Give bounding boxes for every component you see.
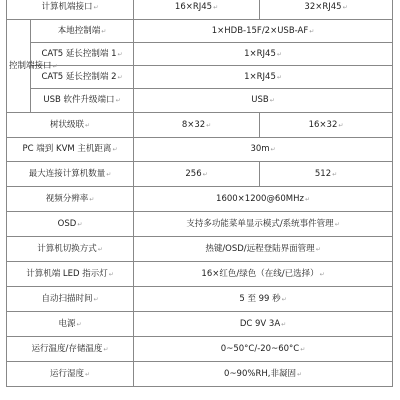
label-text: 运行湿度 <box>49 368 84 379</box>
return-icon: ↵ <box>117 73 123 81</box>
value-text: 1×HDB-15F/2×USB-AF <box>211 25 309 36</box>
return-icon: ↵ <box>85 121 91 129</box>
value-text: 1×RJ45 <box>244 71 276 82</box>
value-cell <box>134 312 393 337</box>
value-cell <box>134 287 393 312</box>
return-icon: ↵ <box>309 27 315 35</box>
row-cat5-1 <box>7 43 393 66</box>
value-text: 支持多功能菜单显示模式/系统事件管理 <box>186 218 334 229</box>
value-cell <box>260 113 393 138</box>
row-temperature <box>7 337 393 362</box>
label-cell <box>7 0 134 20</box>
control-group-cell <box>7 20 58 113</box>
return-icon: ↵ <box>85 370 91 378</box>
value-text: 256 <box>185 168 202 179</box>
row-power <box>7 312 393 337</box>
label-text: 最大连接计算机数量 <box>28 168 106 179</box>
value-text: DC 9V 3A <box>239 318 281 329</box>
label-cell <box>7 287 134 312</box>
label-cell <box>31 20 134 43</box>
return-icon: ↵ <box>202 170 208 178</box>
value-text: USB <box>251 95 269 105</box>
label-cell <box>7 337 134 362</box>
return-icon: ↵ <box>93 3 99 11</box>
value-text: 16×红色/绿色（在线/已选择） <box>201 268 319 279</box>
return-icon: ↵ <box>52 62 58 70</box>
label-text: 自动扫描时间 <box>41 293 93 304</box>
return-icon: ↵ <box>93 295 99 303</box>
value-cell <box>260 162 393 187</box>
label-text: 本地控制端 <box>57 25 101 36</box>
value-cell <box>134 237 393 262</box>
value-text: 16×32 <box>308 119 338 130</box>
return-icon: ↵ <box>334 220 340 228</box>
label-text: USB 软件升级端口 <box>43 95 115 105</box>
label-text: 计算机端接口 <box>41 1 93 12</box>
return-icon: ↵ <box>338 121 344 129</box>
row-switching <box>7 237 393 262</box>
return-icon: ↵ <box>304 195 310 203</box>
value-cell <box>134 113 260 138</box>
value-cell <box>134 43 393 66</box>
label-text: CAT5 延长控制端 1 <box>41 48 117 59</box>
return-icon: ↵ <box>89 195 95 203</box>
value-text: 0~90%RH,非凝固 <box>224 368 296 379</box>
row-pc-port <box>7 0 393 20</box>
label-text: 计算机端 LED 指示灯 <box>26 268 108 279</box>
return-icon: ↵ <box>206 121 212 129</box>
value-text: 热键/OSD/远程登陆界面管理 <box>205 243 315 254</box>
return-icon: ↵ <box>270 146 276 153</box>
return-icon: ↵ <box>97 245 103 253</box>
value-text: 0~50°C/-20~60°C <box>220 343 300 354</box>
return-icon: ↵ <box>300 345 306 353</box>
row-humidity <box>7 362 393 387</box>
value-cell <box>134 0 260 20</box>
value-text: 30m <box>250 144 270 154</box>
value-cell <box>134 212 393 237</box>
row-resolution <box>7 187 393 212</box>
value-cell <box>260 0 393 20</box>
return-icon: ↵ <box>315 245 321 253</box>
row-cascade <box>7 113 393 138</box>
row-led <box>7 262 393 287</box>
label-text: PC 端到 KVM 主机距离 <box>22 144 112 154</box>
return-icon: ↵ <box>112 146 118 153</box>
value-cell <box>134 262 393 287</box>
label-text: 视频分辨率 <box>45 193 89 204</box>
value-text: 32×RJ45 <box>304 1 342 12</box>
return-icon: ↵ <box>213 3 219 11</box>
label-cell <box>7 113 134 138</box>
row-local-control <box>7 20 393 43</box>
value-text: 5 至 99 秒 <box>239 293 281 304</box>
value-text: 1600×1200@60MHz <box>216 193 304 204</box>
return-icon: ↵ <box>106 170 112 178</box>
label-cell <box>7 162 134 187</box>
label-text: 计算机切换方式 <box>37 243 97 254</box>
value-text: 16×RJ45 <box>174 1 213 12</box>
return-icon: ↵ <box>108 270 114 278</box>
label-text: 树状级联 <box>49 119 84 130</box>
return-icon: ↵ <box>296 370 302 378</box>
row-osd <box>7 212 393 237</box>
return-icon: ↵ <box>103 345 109 353</box>
value-cell <box>134 337 393 362</box>
control-group-label: 控制端接口 <box>9 60 52 71</box>
value-cell <box>134 66 393 89</box>
return-icon: ↵ <box>101 27 107 35</box>
label-cell <box>7 187 134 212</box>
label-cell <box>7 262 134 287</box>
value-cell <box>134 362 393 387</box>
return-icon: ↵ <box>332 170 338 178</box>
return-icon: ↵ <box>281 320 287 328</box>
row-autoscan <box>7 287 393 312</box>
return-icon: ↵ <box>76 320 82 328</box>
row-max-pc <box>7 162 393 187</box>
return-icon: ↵ <box>276 50 282 58</box>
label-cell <box>7 138 134 162</box>
return-icon: ↵ <box>115 97 121 104</box>
label-cell <box>31 89 134 113</box>
spec-table <box>6 0 393 387</box>
value-cell <box>134 89 393 113</box>
return-icon: ↵ <box>269 97 275 104</box>
return-icon: ↵ <box>319 270 325 278</box>
label-text: CAT5 延长控制端 2 <box>41 71 117 82</box>
label-text: 运行温度/存储温度 <box>31 343 103 354</box>
value-cell <box>134 20 393 43</box>
label-cell <box>7 362 134 387</box>
value-cell <box>134 162 260 187</box>
label-cell <box>7 212 134 237</box>
value-cell <box>134 187 393 212</box>
return-icon: ↵ <box>77 220 83 228</box>
value-text: 512 <box>314 168 332 179</box>
row-distance <box>7 138 393 162</box>
label-cell <box>7 237 134 262</box>
value-text: 1×RJ45 <box>244 48 276 59</box>
label-text: 电源 <box>58 318 76 329</box>
value-text: 8×32 <box>181 119 206 130</box>
return-icon: ↵ <box>117 50 123 58</box>
return-icon: ↵ <box>281 295 287 303</box>
label-cell <box>7 312 134 337</box>
label-text: OSD <box>57 218 77 229</box>
row-cat5-2 <box>7 66 393 89</box>
return-icon: ↵ <box>342 3 348 11</box>
row-usb-upgrade <box>7 89 393 113</box>
return-icon: ↵ <box>276 73 282 81</box>
value-cell <box>134 138 393 162</box>
